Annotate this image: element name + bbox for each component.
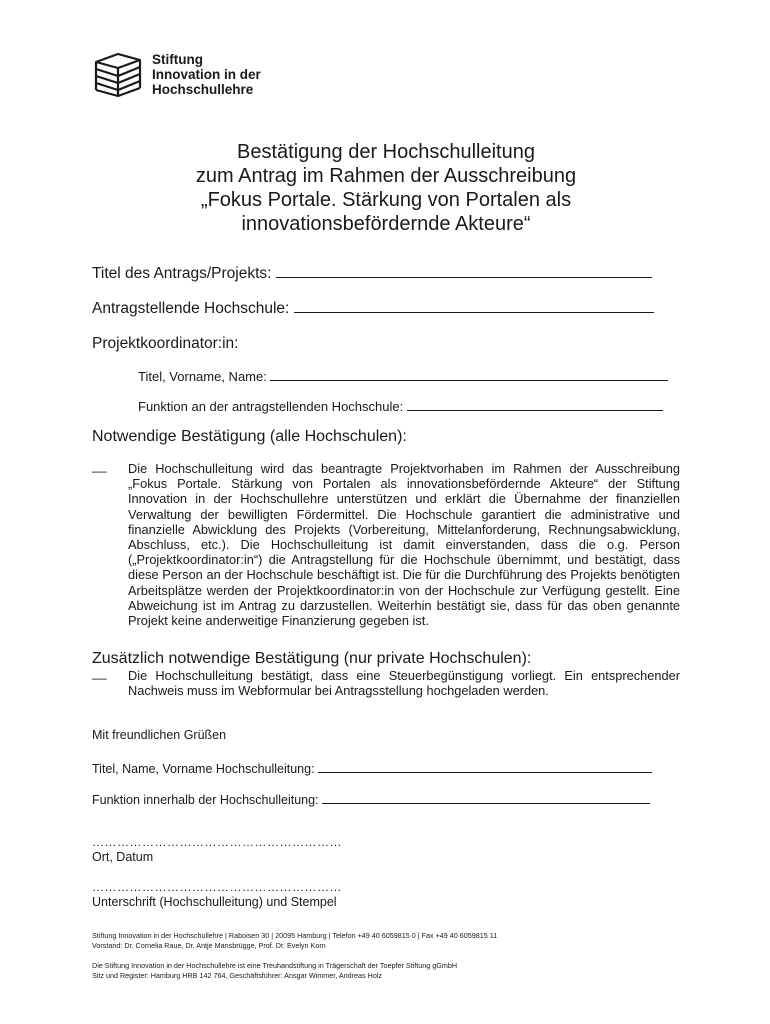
- logo-line-2: Innovation in der: [152, 67, 261, 82]
- titel-antrag-row: [92, 265, 682, 283]
- section1-heading: Notwendige Bestätigung (alle Hochschulen):: [92, 428, 407, 445]
- titel-name-blank[interactable]: [270, 368, 668, 381]
- titel-name-leitung-label: Titel, Name, Vorname Hochschulleitung:: [92, 762, 319, 776]
- stiftung-logo: [92, 50, 272, 100]
- logo-text: [152, 52, 261, 97]
- title-line-3: „Fokus Portale. Stärkung von Portalen als: [200, 189, 572, 211]
- funktion-antrag-label: Funktion an der antragstellenden Hochschule:: [138, 399, 407, 414]
- footer-line-2: Vorstand: Dr. Cornelia Raue, Dr. Antje Mansbrügge, Prof. Dr. Evelyn Korn: [92, 940, 326, 950]
- footer-block-1: [92, 931, 497, 950]
- logo-line-3: Hochschullehre: [152, 82, 254, 97]
- footer-line-4: Sitz und Register: Hamburg HRB 142 764, Geschäftsführer: Ansgar Wimmer, Andreas Holz: [92, 970, 383, 980]
- section2-text: Die Hochschulleitung bestätigt, dass eine Steuerbegünstigung vorliegt. Ein entsprechender Nachweis muss im Webformular bei Antragsstellung hochgeladen werden.: [128, 668, 680, 699]
- funktion-leitung-blank[interactable]: [322, 791, 650, 804]
- titel-name-leitung-blank[interactable]: [318, 760, 652, 773]
- ort-datum-label: Ort, Datum: [92, 850, 154, 864]
- hochschule-row: [92, 300, 682, 318]
- title-line-4: innovationsbefördernde Akteure“: [241, 213, 531, 235]
- titel-name-leitung-row: [92, 760, 682, 776]
- unterschrift-dots[interactable]: ……………………………………………………: [92, 880, 342, 894]
- stiftung-logo-icon: [92, 50, 148, 100]
- greeting: Mit freundlichen Grüßen: [92, 728, 227, 742]
- document-title: [92, 140, 680, 236]
- title-line-2: zum Antrag im Rahmen der Ausschreibung: [195, 165, 577, 187]
- titel-name-row: [138, 368, 678, 384]
- logo-line-1: Stiftung: [152, 52, 203, 67]
- section2-checkbox[interactable]: __: [92, 665, 107, 680]
- section2-heading: Zusätzlich notwendige Bestätigung (nur private Hochschulen):: [92, 650, 532, 667]
- footer-line-3: Die Stiftung Innovation in der Hochschullehre ist eine Treuhandstiftung in Trägerschaft der Toepfer Stiftung gGmbH: [92, 961, 458, 970]
- funktion-leitung-row: [92, 791, 682, 807]
- section1-text: Die Hochschulleitung wird das beantragte Projektvorhaben im Rahmen der Ausschreibung „Fokus Portale. Stärkung von Portalen als innovationsbefördernde Akteure“ der Stiftung Innovation in der Hochschullehre unterstützen und erklärt die Übernahme der finanziellen Verwaltung der bewilligten Fördermittel. Die Hochschule garantiert die administrative und finanzielle Abwicklung des Projekts (Vorbereitung, Mittelanforderung, Rechnungsabwicklung, Abschluss, etc.). Die Hochschulleitung ist damit einverstanden, dass die o.g. Person („Projektkoordinator:in“) die Antragstellung für die Hochschule übernimmt, und bestätigt, dass diese Person an der Hochschule beschäftigt ist. Die für die Durchführung des Projekts benötigten Arbeitsplätze werden der Projektkoordinator:in von der Hochschule zur Verfügung gestellt. Eine Abweichung ist im Antrag zu darzustellen. Weiterhin bestätigt sie, dass für das oben genannte Projekt keine anderweitige Finanzierung gegeben ist.: [128, 461, 680, 629]
- title-line-1: Bestätigung der Hochschulleitung: [237, 141, 535, 163]
- hochschule-blank[interactable]: [294, 300, 654, 313]
- titel-antrag-label: Titel des Antrags/Projekts:: [92, 265, 276, 282]
- funktion-antrag-row: [138, 398, 678, 414]
- section1-checkbox[interactable]: __: [92, 458, 107, 473]
- footer-block-2: [92, 961, 457, 980]
- projektkoordinator-label: Projektkoordinator:in:: [92, 335, 239, 352]
- footer-line-1: Stiftung Innovation in der Hochschullehre | Raboisen 30 | 20095 Hamburg | Telefon +49 40 6059815 0 | Fax +49 40 6059815 11: [92, 931, 498, 940]
- titel-name-label: Titel, Vorname, Name:: [138, 369, 271, 384]
- titel-antrag-blank[interactable]: [276, 265, 652, 278]
- unterschrift-label: Unterschrift (Hochschulleitung) und Stempel: [92, 895, 337, 909]
- funktion-leitung-label: Funktion innerhalb der Hochschulleitung:: [92, 793, 322, 807]
- funktion-antrag-blank[interactable]: [407, 398, 663, 411]
- ort-datum-dots[interactable]: ……………………………………………………: [92, 835, 342, 849]
- hochschule-label: Antragstellende Hochschule:: [92, 300, 294, 317]
